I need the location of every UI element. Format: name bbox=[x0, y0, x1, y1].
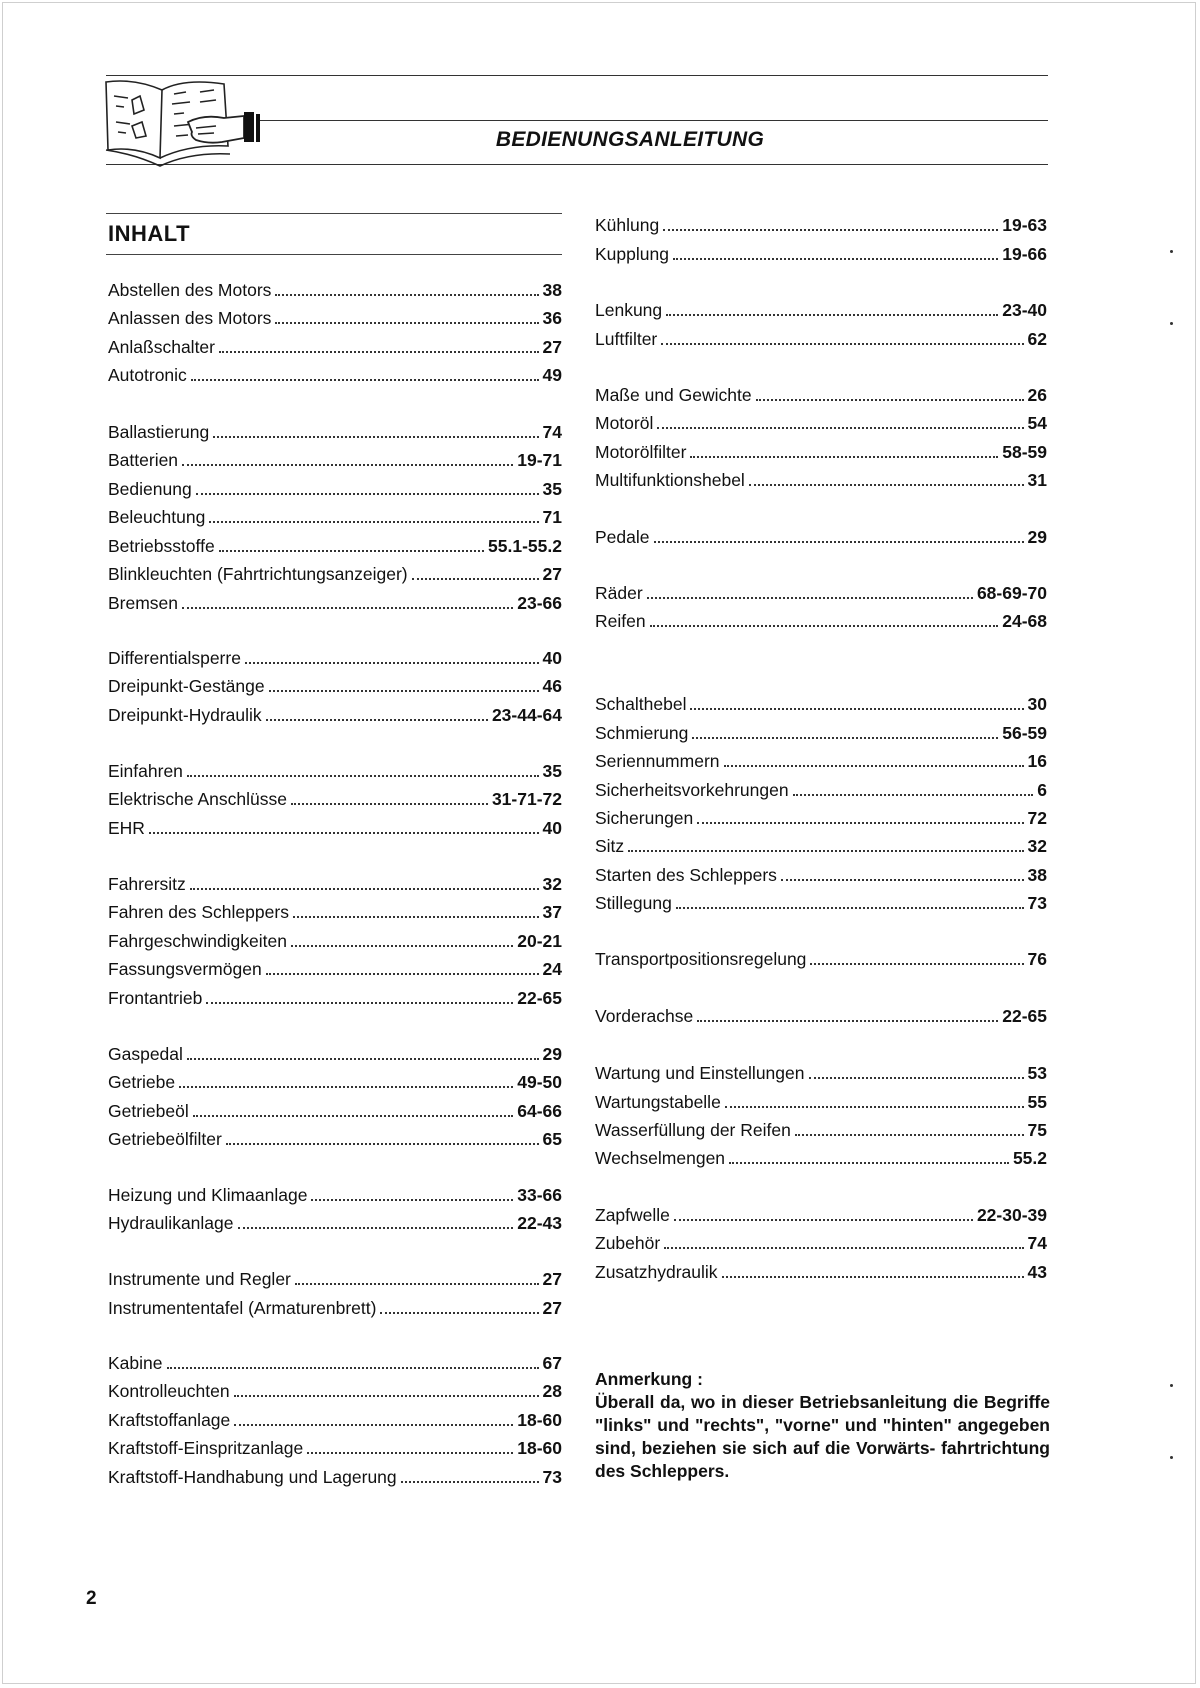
toc-entry bbox=[595, 892, 1047, 914]
toc-entry-page: 40 bbox=[542, 648, 562, 668]
dot-leader bbox=[187, 1058, 539, 1060]
toc-entry bbox=[595, 1204, 1047, 1226]
toc-entry-label: Motoröl bbox=[595, 413, 654, 433]
toc-entry-label: Schalthebel bbox=[595, 694, 687, 714]
dot-leader bbox=[311, 1199, 513, 1201]
toc-entry-page: 27 bbox=[542, 1269, 562, 1289]
dot-leader bbox=[245, 662, 539, 664]
dot-leader bbox=[722, 1276, 1024, 1278]
toc-entry bbox=[108, 563, 562, 585]
toc-entry-page: 29 bbox=[542, 1044, 562, 1064]
toc-entry-label: Anlassen des Motors bbox=[108, 308, 272, 328]
toc-entry bbox=[108, 788, 562, 810]
toc-entry-label: Autotronic bbox=[108, 365, 187, 385]
toc-entry-label: Dreipunkt-Hydraulik bbox=[108, 705, 262, 725]
dot-leader bbox=[266, 973, 539, 975]
toc-entry-page: 23-44-64 bbox=[491, 705, 562, 725]
toc-entry-label: Getriebeöl bbox=[108, 1101, 189, 1121]
toc-entry-label: Kraftstoffanlage bbox=[108, 1410, 231, 1430]
toc-entry-page: 53 bbox=[1027, 1063, 1047, 1083]
toc-entry bbox=[108, 364, 562, 386]
toc-entry-page: 38 bbox=[542, 280, 562, 300]
note-text: Überall da, wo in dieser Betriebsanleitung die Begriffe "links" und "rechts", "vorne" und "hinten" angegeben sind, beziehen sie sich auf die Vorwärts- fahrtrichtung des Schleppers. bbox=[595, 1392, 1050, 1481]
toc-entry bbox=[595, 807, 1047, 829]
toc-entry bbox=[595, 610, 1047, 632]
toc-entry-label: Fahren des Schleppers bbox=[108, 902, 289, 922]
dot-leader bbox=[781, 879, 1024, 881]
toc-entry-label: Instrumente und Regler bbox=[108, 1269, 291, 1289]
toc-entry-page: 37 bbox=[542, 902, 562, 922]
toc-entry-label: Wartungstabelle bbox=[595, 1092, 721, 1112]
toc-entry bbox=[108, 1466, 562, 1488]
dot-leader bbox=[226, 1143, 539, 1145]
toc-entry bbox=[595, 441, 1047, 463]
toc-entry-label: Sicherheitsvorkehrungen bbox=[595, 780, 789, 800]
toc-entry-page: 19-71 bbox=[517, 450, 562, 470]
toc-entry-page: 32 bbox=[542, 874, 562, 894]
note-heading: Anmerkung : bbox=[595, 1369, 703, 1389]
dot-leader bbox=[666, 314, 998, 316]
toc-entry bbox=[108, 987, 562, 1009]
toc-entry-label: Kupplung bbox=[595, 244, 669, 264]
toc-entry-page: 22-65 bbox=[1002, 1006, 1047, 1026]
toc-entry bbox=[595, 299, 1047, 321]
dot-leader bbox=[401, 1481, 539, 1483]
toc-entry bbox=[108, 478, 562, 500]
toc-entry-page: 43 bbox=[1027, 1262, 1047, 1282]
toc-entry bbox=[108, 1184, 562, 1206]
section-title: INHALT bbox=[108, 221, 191, 246]
toc-entry-label: Reifen bbox=[595, 611, 646, 631]
toc-entry-label: Blinkleuchten (Fahrtrichtungsanzeiger) bbox=[108, 564, 408, 584]
toc-entry bbox=[108, 1380, 562, 1402]
toc-entry-page: 49 bbox=[542, 365, 562, 385]
toc-entry-page: 38 bbox=[1027, 865, 1047, 885]
toc-entry-label: Motorölfilter bbox=[595, 442, 687, 462]
toc-entry bbox=[108, 1043, 562, 1065]
toc-entry-page: 73 bbox=[542, 1467, 562, 1487]
toc-entry-label: Getriebeölfilter bbox=[108, 1129, 222, 1149]
dot-leader bbox=[724, 765, 1024, 767]
toc-entry-label: Wechselmengen bbox=[595, 1148, 726, 1168]
toc-entry-label: Multifunktionshebel bbox=[595, 470, 745, 490]
toc-entry bbox=[595, 1062, 1047, 1084]
dot-leader bbox=[187, 775, 539, 777]
toc-entry-page: 23-40 bbox=[1002, 300, 1047, 320]
toc-entry-page: 33-66 bbox=[517, 1185, 562, 1205]
toc-entry bbox=[108, 817, 562, 839]
toc-entry bbox=[595, 835, 1047, 857]
toc-entry-page: 22-43 bbox=[517, 1213, 562, 1233]
toc-entry-page: 18-60 bbox=[517, 1438, 562, 1458]
dot-leader bbox=[191, 379, 539, 381]
toc-entry-label: Bremsen bbox=[108, 593, 179, 613]
toc-entry-label: Frontantrieb bbox=[108, 988, 203, 1008]
dot-leader bbox=[209, 521, 538, 523]
toc-entry bbox=[108, 336, 562, 358]
toc-entry bbox=[108, 901, 562, 923]
toc-entry bbox=[595, 779, 1047, 801]
toc-entry-page: 75 bbox=[1027, 1120, 1047, 1140]
toc-entry-page: 30 bbox=[1027, 694, 1047, 714]
dot-leader bbox=[219, 550, 484, 552]
dot-leader bbox=[213, 436, 538, 438]
dot-leader bbox=[756, 399, 1024, 401]
toc-entry-label: Zusatzhydraulik bbox=[595, 1262, 718, 1282]
toc-entry bbox=[595, 864, 1047, 886]
toc-entry bbox=[595, 469, 1047, 491]
dot-leader bbox=[809, 1077, 1024, 1079]
toc-entry-label: Schmierung bbox=[595, 723, 689, 743]
dot-leader bbox=[307, 1452, 513, 1454]
dot-leader bbox=[291, 803, 488, 805]
toc-entry bbox=[595, 526, 1047, 548]
toc-entry-page: 20-21 bbox=[517, 931, 562, 951]
toc-entry-label: Getriebe bbox=[108, 1072, 176, 1092]
toc-entry-page: 58-59 bbox=[1002, 442, 1047, 462]
toc-entry-page: 35 bbox=[542, 479, 562, 499]
toc-entry-label: EHR bbox=[108, 818, 145, 838]
dot-leader bbox=[690, 708, 1023, 710]
toc-entry-label: Kontrolleuchten bbox=[108, 1381, 230, 1401]
toc-entry-label: Wasserfüllung der Reifen bbox=[595, 1120, 791, 1140]
toc-entry-label: Sitz bbox=[595, 836, 625, 856]
dot-leader bbox=[674, 1219, 973, 1221]
toc-entry-label: Gaspedal bbox=[108, 1044, 183, 1064]
toc-entry-page: 24-68 bbox=[1002, 611, 1047, 631]
toc-entry-label: Hydraulikanlage bbox=[108, 1213, 234, 1233]
toc-entry-label: Kühlung bbox=[595, 215, 660, 235]
toc-entry bbox=[108, 307, 562, 329]
toc-entry bbox=[595, 1147, 1047, 1169]
toc-entry bbox=[108, 1409, 562, 1431]
toc-entry-label: Dreipunkt-Gestänge bbox=[108, 676, 265, 696]
toc-entry bbox=[108, 1268, 562, 1290]
dot-leader bbox=[749, 484, 1024, 486]
toc-entry-label: Anlaßschalter bbox=[108, 337, 215, 357]
toc-entry-page: 62 bbox=[1027, 329, 1047, 349]
toc-entry-page: 23-66 bbox=[517, 593, 562, 613]
toc-entry bbox=[108, 647, 562, 669]
dot-leader bbox=[275, 322, 538, 324]
dot-leader bbox=[219, 351, 539, 353]
toc-entry-page: 22-30-39 bbox=[976, 1205, 1047, 1225]
toc-entry-page: 74 bbox=[542, 422, 562, 442]
toc-entry-page: 67 bbox=[542, 1353, 562, 1373]
toc-entry-label: Fassungsvermögen bbox=[108, 959, 262, 979]
dot-leader bbox=[266, 719, 488, 721]
toc-entry-label: Instrumententafel (Armaturenbrett) bbox=[108, 1298, 377, 1318]
dot-leader bbox=[182, 464, 513, 466]
dot-leader bbox=[697, 1020, 998, 1022]
toc-entry bbox=[108, 279, 562, 301]
dot-leader bbox=[291, 945, 513, 947]
dot-leader bbox=[657, 427, 1023, 429]
dot-leader bbox=[412, 578, 539, 580]
toc-entry bbox=[108, 1128, 562, 1150]
note-block bbox=[595, 1368, 1050, 1483]
header-middle-rule bbox=[258, 120, 1048, 121]
toc-entry-label: Sicherungen bbox=[595, 808, 694, 828]
dot-leader bbox=[663, 229, 998, 231]
toc-entry-label: Fahrersitz bbox=[108, 874, 186, 894]
dot-leader bbox=[676, 907, 1024, 909]
toc-entry bbox=[108, 535, 562, 557]
toc-entry-label: Lenkung bbox=[595, 300, 663, 320]
dot-leader bbox=[654, 541, 1024, 543]
toc-entry-page: 35 bbox=[542, 761, 562, 781]
dot-leader bbox=[725, 1106, 1024, 1108]
toc-entry bbox=[108, 1212, 562, 1234]
toc-entry-label: Luftfilter bbox=[595, 329, 658, 349]
toc-entry-label: Zapfwelle bbox=[595, 1205, 670, 1225]
dot-leader bbox=[293, 916, 539, 918]
toc-entry-label: Beleuchtung bbox=[108, 507, 206, 527]
toc-entry bbox=[595, 1091, 1047, 1113]
toc-entry-page: 55 bbox=[1027, 1092, 1047, 1112]
toc-entry-label: Fahrgeschwindigkeiten bbox=[108, 931, 287, 951]
toc-entry-page: 19-63 bbox=[1002, 215, 1047, 235]
toc-entry-label: Wartung und Einstellungen bbox=[595, 1063, 805, 1083]
dot-leader bbox=[190, 888, 539, 890]
dot-leader bbox=[149, 832, 539, 834]
toc-entry-label: Batterien bbox=[108, 450, 179, 470]
toc-entry bbox=[108, 1352, 562, 1374]
dot-leader bbox=[182, 607, 513, 609]
toc-entry-label: Stillegung bbox=[595, 893, 672, 913]
toc-entry-page: 26 bbox=[1027, 385, 1047, 405]
dot-leader bbox=[664, 1247, 1023, 1249]
toc-entry bbox=[108, 930, 562, 952]
toc-entry bbox=[108, 1437, 562, 1459]
toc-entry bbox=[595, 582, 1047, 604]
dot-leader bbox=[661, 343, 1023, 345]
toc-entry-label: Ballastierung bbox=[108, 422, 210, 442]
dot-leader bbox=[295, 1283, 539, 1285]
page-number: 2 bbox=[86, 1588, 97, 1609]
toc-entry-page: 46 bbox=[542, 676, 562, 696]
toc-entry-label: Differentialsperre bbox=[108, 648, 241, 668]
toc-entry-page: 22-65 bbox=[517, 988, 562, 1008]
dot-leader bbox=[793, 794, 1034, 796]
toc-entry bbox=[108, 421, 562, 443]
toc-entry bbox=[108, 506, 562, 528]
toc-entry bbox=[108, 449, 562, 471]
dot-leader bbox=[234, 1395, 539, 1397]
toc-entry-page: 16 bbox=[1027, 751, 1047, 771]
toc-entry-page: 36 bbox=[542, 308, 562, 328]
toc-entry-label: Vorderachse bbox=[595, 1006, 694, 1026]
toc-entry-page: 73 bbox=[1027, 893, 1047, 913]
toc-entry bbox=[595, 1005, 1047, 1027]
dot-leader bbox=[795, 1134, 1024, 1136]
toc-entry-label: Abstellen des Motors bbox=[108, 280, 272, 300]
scan-speck bbox=[1170, 1384, 1173, 1387]
toc-entry-page: 31-71-72 bbox=[491, 789, 562, 809]
toc-entry-label: Heizung und Klimaanlage bbox=[108, 1185, 308, 1205]
toc-entry-label: Kraftstoff-Handhabung und Lagerung bbox=[108, 1467, 397, 1487]
toc-entry-page: 6 bbox=[1037, 780, 1047, 800]
dot-leader bbox=[692, 737, 998, 739]
toc-entry-page: 76 bbox=[1027, 949, 1047, 969]
toc-entry bbox=[108, 1297, 562, 1319]
toc-entry bbox=[108, 704, 562, 726]
toc-entry bbox=[595, 750, 1047, 772]
toc-entry-page: 56-59 bbox=[1002, 723, 1047, 743]
dot-leader bbox=[628, 850, 1023, 852]
toc-entry-page: 55.1-55.2 bbox=[488, 536, 562, 556]
section-bottom-rule bbox=[106, 254, 562, 255]
dot-leader bbox=[380, 1312, 538, 1314]
toc-entry-page: 18-60 bbox=[517, 1410, 562, 1430]
toc-entry bbox=[108, 958, 562, 980]
toc-entry-label: Elektrische Anschlüsse bbox=[108, 789, 287, 809]
toc-entry bbox=[595, 412, 1047, 434]
dot-leader bbox=[673, 258, 998, 260]
toc-entry bbox=[595, 1119, 1047, 1141]
toc-entry-label: Räder bbox=[595, 583, 643, 603]
toc-entry-page: 55.2 bbox=[1012, 1148, 1047, 1168]
dot-leader bbox=[269, 690, 539, 692]
dot-leader bbox=[690, 456, 998, 458]
toc-entry bbox=[595, 243, 1047, 265]
book-with-pointing-hand-icon bbox=[104, 76, 264, 168]
toc-entry bbox=[595, 1261, 1047, 1283]
toc-entry bbox=[108, 760, 562, 782]
dot-leader bbox=[179, 1086, 513, 1088]
toc-entry-label: Betriebsstoffe bbox=[108, 536, 215, 556]
toc-entry bbox=[595, 722, 1047, 744]
toc-entry-page: 40 bbox=[542, 818, 562, 838]
toc-entry bbox=[108, 675, 562, 697]
toc-entry-page: 74 bbox=[1027, 1233, 1047, 1253]
toc-entry bbox=[108, 592, 562, 614]
scan-speck bbox=[1170, 250, 1173, 253]
toc-entry-page: 31 bbox=[1027, 470, 1047, 490]
toc-entry-label: Bedienung bbox=[108, 479, 192, 499]
dot-leader bbox=[275, 294, 538, 296]
dot-leader bbox=[193, 1115, 513, 1117]
toc-entry-page: 68-69-70 bbox=[976, 583, 1047, 603]
toc-entry-label: Seriennummern bbox=[595, 751, 720, 771]
toc-entry-page: 71 bbox=[542, 507, 562, 527]
scan-speck bbox=[1170, 322, 1173, 325]
toc-entry bbox=[595, 948, 1047, 970]
toc-entry-page: 29 bbox=[1027, 527, 1047, 547]
dot-leader bbox=[238, 1227, 514, 1229]
dot-leader bbox=[196, 493, 539, 495]
toc-entry-label: Starten des Schleppers bbox=[595, 865, 777, 885]
dot-leader bbox=[167, 1367, 539, 1369]
toc-entry bbox=[595, 693, 1047, 715]
toc-entry-label: Maße und Gewichte bbox=[595, 385, 752, 405]
toc-entry-label: Kabine bbox=[108, 1353, 163, 1373]
section-top-rule bbox=[106, 213, 562, 214]
dot-leader bbox=[697, 822, 1023, 824]
dot-leader bbox=[647, 597, 973, 599]
toc-entry-page: 27 bbox=[542, 564, 562, 584]
toc-entry-label: Transportpositionsregelung bbox=[595, 949, 807, 969]
dot-leader bbox=[234, 1424, 513, 1426]
toc-entry-label: Zubehör bbox=[595, 1233, 661, 1253]
dot-leader bbox=[650, 625, 999, 627]
toc-entry-page: 32 bbox=[1027, 836, 1047, 856]
toc-entry bbox=[595, 214, 1047, 236]
toc-entry-page: 54 bbox=[1027, 413, 1047, 433]
dot-leader bbox=[810, 963, 1023, 965]
toc-entry-page: 49-50 bbox=[517, 1072, 562, 1092]
toc-entry-page: 28 bbox=[542, 1381, 562, 1401]
toc-entry bbox=[595, 328, 1047, 350]
toc-entry-label: Einfahren bbox=[108, 761, 183, 781]
toc-entry-label: Pedale bbox=[595, 527, 650, 547]
toc-entry bbox=[108, 1071, 562, 1093]
toc-entry-page: 72 bbox=[1027, 808, 1047, 828]
toc-entry-page: 19-66 bbox=[1002, 244, 1047, 264]
toc-entry bbox=[108, 1100, 562, 1122]
dot-leader bbox=[206, 1002, 513, 1004]
toc-entry bbox=[595, 384, 1047, 406]
toc-entry-page: 24 bbox=[542, 959, 562, 979]
toc-entry-label: Kraftstoff-Einspritzanlage bbox=[108, 1438, 304, 1458]
document-title: BEDIENUNGSANLEITUNG bbox=[495, 128, 765, 151]
toc-entry-page: 64-66 bbox=[517, 1101, 562, 1121]
dot-leader bbox=[729, 1162, 1009, 1164]
toc-entry-page: 27 bbox=[542, 337, 562, 357]
toc-entry bbox=[108, 873, 562, 895]
toc-entry-page: 27 bbox=[542, 1298, 562, 1318]
toc-entry bbox=[595, 1232, 1047, 1254]
scan-speck bbox=[1170, 1456, 1173, 1459]
toc-entry-page: 65 bbox=[542, 1129, 562, 1149]
